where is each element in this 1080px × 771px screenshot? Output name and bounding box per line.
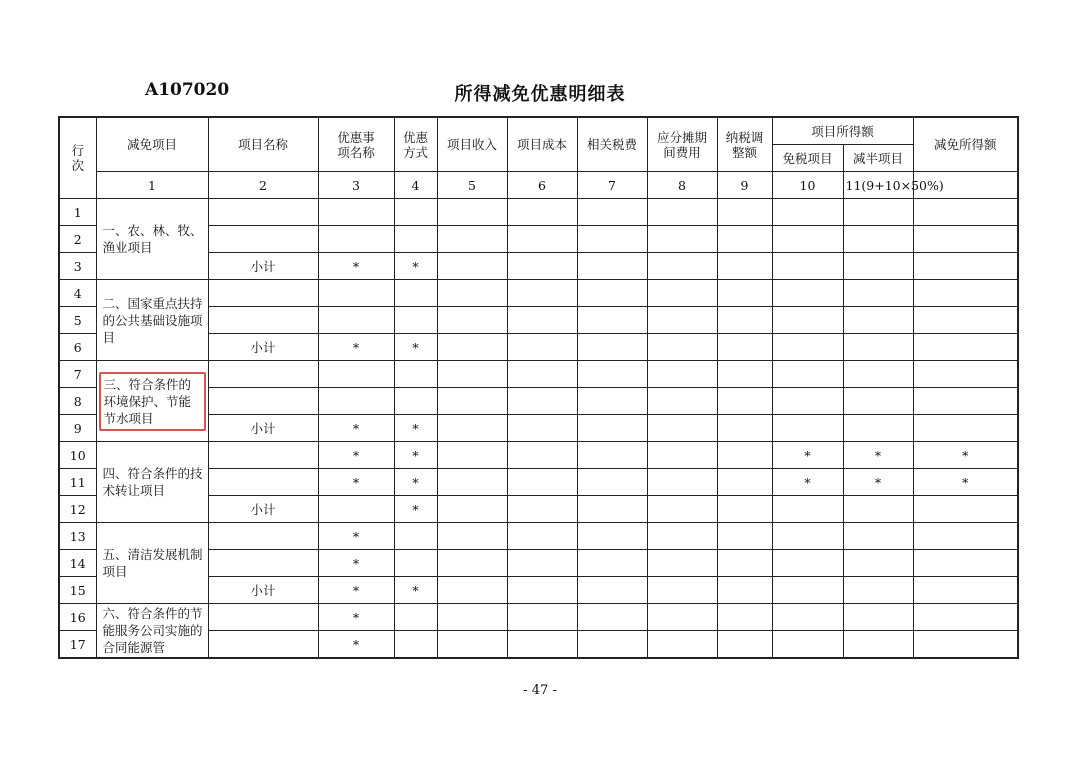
amount-cell [647,415,717,442]
table-row [59,361,1018,388]
pref-item-cell [318,307,394,334]
project-name-cell [208,631,318,659]
reduced-cell [913,604,1018,631]
category-label: 五、清洁发展机制项目 [102,547,203,579]
category-cell [96,199,208,280]
col-number: 3 [318,172,394,199]
pref-method-cell: * [394,334,437,361]
amount-cell [507,577,577,604]
row-number: 2 [59,226,96,253]
amount-cell [717,415,772,442]
project-name-cell [208,199,318,226]
amount-cell [647,199,717,226]
half-cell: * [843,442,913,469]
amount-cell [717,577,772,604]
amount-cell [577,334,647,361]
amount-cell [647,631,717,659]
pref-item-cell: * [318,253,394,280]
amount-cell [577,631,647,659]
amount-cell [437,415,507,442]
amount-cell [717,496,772,523]
pref-item-cell [318,226,394,253]
project-name-cell [208,604,318,631]
amount-cell [577,469,647,496]
row-number: 15 [59,577,96,604]
half-cell [843,577,913,604]
category-cell [96,442,208,523]
row-number: 4 [59,280,96,307]
amount-cell [507,604,577,631]
project-name-cell [208,550,318,577]
amount-cell [507,496,577,523]
amount-cell [647,388,717,415]
amount-cell [577,496,647,523]
half-cell [843,631,913,659]
amount-cell [717,550,772,577]
pref-method-cell: * [394,253,437,280]
pref-method-cell [394,199,437,226]
amount-cell [437,604,507,631]
half-cell [843,253,913,280]
amount-cell [577,226,647,253]
amount-cell [437,523,507,550]
pref-item-cell: * [318,442,394,469]
pref-method-cell [394,226,437,253]
amount-cell [717,307,772,334]
amount-cell [437,199,507,226]
project-name-cell [208,280,318,307]
amount-cell [717,523,772,550]
header-row-1 [59,117,1018,145]
reduced-cell [913,550,1018,577]
amount-cell [647,280,717,307]
half-cell [843,280,913,307]
amount-cell [647,442,717,469]
amount-cell [507,415,577,442]
header-col-numbers [59,172,1018,199]
amount-cell [717,253,772,280]
header-exempt: 免税项目 [772,145,843,172]
pref-method-cell: * [394,496,437,523]
project-name-cell [208,442,318,469]
pref-item-cell: * [318,523,394,550]
header-cost: 项目成本 [507,117,577,172]
half-cell [843,361,913,388]
pref-method-cell [394,388,437,415]
amount-cell [647,577,717,604]
pref-method-cell: * [394,469,437,496]
pref-method-cell: * [394,415,437,442]
amount-cell [507,631,577,659]
amount-cell [507,280,577,307]
reduced-cell [913,199,1018,226]
amount-cell [507,199,577,226]
amount-cell [577,415,647,442]
row-number: 17 [59,631,96,659]
header-category: 减免项目 [96,117,208,172]
amount-cell [507,442,577,469]
project-name-cell [208,523,318,550]
amount-cell [717,388,772,415]
row-number: 16 [59,604,96,631]
row-number: 1 [59,199,96,226]
exempt-cell: * [772,442,843,469]
col-number: 5 [437,172,507,199]
reduced-cell [913,523,1018,550]
row-number: 13 [59,523,96,550]
header-row-no: 行次 [59,117,96,199]
exempt-cell [772,361,843,388]
amount-cell [717,334,772,361]
header-taxes: 相关税费 [577,117,647,172]
exempt-cell [772,226,843,253]
pref-method-cell [394,280,437,307]
amount-cell [647,550,717,577]
header-reduced: 减免所得额 [913,117,1018,172]
category-label: 一、农、林、牧、渔业项目 [102,223,203,255]
half-cell [843,604,913,631]
category-cell [96,280,208,361]
exempt-cell: * [772,469,843,496]
reduced-cell [913,631,1018,659]
project-name-cell: 小计 [208,253,318,280]
row-number: 14 [59,550,96,577]
exempt-cell [772,334,843,361]
header-pref-item: 优惠事项名称 [318,117,394,172]
amount-cell [647,469,717,496]
amount-cell [507,523,577,550]
amount-cell [647,523,717,550]
reduced-cell [913,415,1018,442]
reduced-cell: * [913,442,1018,469]
pref-method-cell [394,550,437,577]
exempt-cell [772,577,843,604]
half-cell [843,334,913,361]
amount-cell [717,469,772,496]
form-code: A107020 [145,80,230,100]
amount-cell [507,550,577,577]
exempt-cell [772,496,843,523]
half-cell [843,550,913,577]
amount-cell [717,442,772,469]
pref-method-cell [394,307,437,334]
project-name-cell: 小计 [208,496,318,523]
half-cell [843,388,913,415]
amount-cell [577,550,647,577]
exempt-cell [772,388,843,415]
pref-item-cell: * [318,604,394,631]
amount-cell [577,442,647,469]
reduced-cell [913,334,1018,361]
page-number: - 47 - [523,683,557,698]
amount-cell [507,307,577,334]
amount-cell [577,280,647,307]
header-project-name: 项目名称 [208,117,318,172]
amount-cell [647,496,717,523]
reduced-cell [913,253,1018,280]
amount-cell [577,199,647,226]
category-cell [96,604,208,659]
income-reduction-table [58,116,1019,659]
reduced-cell [913,496,1018,523]
header-half: 减半项目 [843,145,913,172]
category-cell [96,361,208,442]
pref-method-cell [394,523,437,550]
pref-item-cell: * [318,415,394,442]
half-cell [843,496,913,523]
row-number: 10 [59,442,96,469]
col-number: 9 [717,172,772,199]
exempt-cell [772,280,843,307]
col-number: 4 [394,172,437,199]
amount-cell [507,253,577,280]
project-name-cell [208,307,318,334]
row-number: 3 [59,253,96,280]
amount-cell [717,280,772,307]
amount-cell [437,496,507,523]
exempt-cell [772,199,843,226]
pref-item-cell [318,199,394,226]
amount-cell [507,334,577,361]
table-row [59,199,1018,226]
amount-cell [577,388,647,415]
amount-cell [647,226,717,253]
pref-method-cell: * [394,577,437,604]
reduced-cell [913,280,1018,307]
amount-cell [577,604,647,631]
amount-cell [437,280,507,307]
col-number: 10 [772,172,843,199]
form-title: 所得减免优惠明细表 [454,84,626,105]
amount-cell [717,226,772,253]
half-cell [843,523,913,550]
exempt-cell [772,604,843,631]
table-row [59,442,1018,469]
project-name-cell [208,469,318,496]
half-cell [843,199,913,226]
col-number: 11(9+10×50%) [843,172,913,199]
pref-item-cell [318,388,394,415]
reduced-cell [913,361,1018,388]
project-name-cell [208,361,318,388]
table-row [59,523,1018,550]
amount-cell [577,523,647,550]
amount-cell [437,388,507,415]
pref-method-cell: * [394,442,437,469]
amount-cell [647,361,717,388]
header-adjust: 纳税调整额 [717,117,772,172]
row-number: 6 [59,334,96,361]
amount-cell [437,469,507,496]
amount-cell [717,361,772,388]
reduced-cell [913,388,1018,415]
amount-cell [717,631,772,659]
amount-cell [437,334,507,361]
category-label: 三、符合条件的环境保护、节能节水项目 [99,372,206,431]
amount-cell [437,550,507,577]
pref-method-cell [394,361,437,388]
row-number: 11 [59,469,96,496]
amount-cell [437,577,507,604]
row-number: 8 [59,388,96,415]
exempt-cell [772,253,843,280]
header-apportioned: 应分摊期间费用 [647,117,717,172]
amount-cell [647,334,717,361]
amount-cell [437,253,507,280]
reduced-cell: * [913,469,1018,496]
amount-cell [647,307,717,334]
amount-cell [437,631,507,659]
pref-item-cell: * [318,469,394,496]
pref-method-cell [394,604,437,631]
amount-cell [437,226,507,253]
amount-cell [577,361,647,388]
amount-cell [437,361,507,388]
category-cell [96,523,208,604]
amount-cell [717,604,772,631]
col-number: 2 [208,172,318,199]
row-number: 7 [59,361,96,388]
col-number: 7 [577,172,647,199]
exempt-cell [772,550,843,577]
project-name-cell [208,226,318,253]
pref-item-cell [318,280,394,307]
exempt-cell [772,415,843,442]
pref-item-cell [318,361,394,388]
amount-cell [577,307,647,334]
category-label: 二、国家重点扶持的公共基础设施项目 [102,295,203,345]
header-income: 项目收入 [437,117,507,172]
amount-cell [507,226,577,253]
col-number: 6 [507,172,577,199]
header-pref-method: 优惠方式 [394,117,437,172]
amount-cell [437,442,507,469]
row-number: 12 [59,496,96,523]
pref-item-cell: * [318,577,394,604]
pref-item-cell: * [318,550,394,577]
exempt-cell [772,523,843,550]
half-cell [843,307,913,334]
amount-cell [437,307,507,334]
reduced-cell [913,226,1018,253]
row-number: 9 [59,415,96,442]
exempt-cell [772,631,843,659]
col-number: 8 [647,172,717,199]
reduced-cell [913,577,1018,604]
exempt-cell [772,307,843,334]
half-cell: * [843,469,913,496]
half-cell [843,415,913,442]
project-name-cell [208,388,318,415]
category-label: 六、符合条件的节能服务公司实施的合同能源管 [102,606,203,655]
category-label: 四、符合条件的技术转让项目 [102,466,203,498]
header-project-income: 项目所得额 [772,117,913,145]
project-name-cell: 小计 [208,577,318,604]
pref-item-cell: * [318,334,394,361]
reduced-cell [913,307,1018,334]
amount-cell [507,469,577,496]
project-name-cell: 小计 [208,415,318,442]
amount-cell [577,577,647,604]
amount-cell [717,199,772,226]
amount-cell [647,604,717,631]
row-number: 5 [59,307,96,334]
pref-item-cell: * [318,631,394,659]
amount-cell [507,361,577,388]
amount-cell [647,253,717,280]
pref-method-cell [394,631,437,659]
amount-cell [507,388,577,415]
half-cell [843,226,913,253]
pref-item-cell [318,496,394,523]
table-row [59,280,1018,307]
amount-cell [577,253,647,280]
table-row [59,604,1018,631]
project-name-cell: 小计 [208,334,318,361]
col-number: 1 [96,172,208,199]
